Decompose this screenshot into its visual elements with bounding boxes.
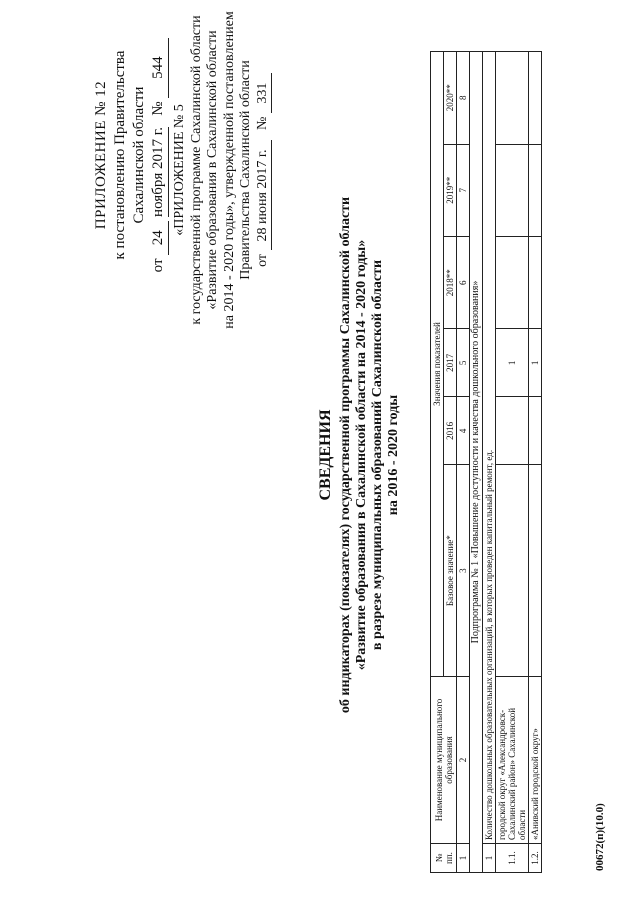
row-name: «Анивский городской округ»: [529, 677, 542, 844]
annex-prev-date: 28 июня 2017 г.: [255, 140, 273, 250]
annex-main-day: 24: [149, 221, 169, 255]
year-header: 2020**: [444, 52, 457, 145]
indicator-num: 1: [483, 844, 496, 873]
year-header: 2017: [444, 329, 457, 397]
annex-prev-line3: на 2014 - 2020 годы», утвержденной постановлением: [221, 11, 237, 329]
annex-prev-title: «ПРИЛОЖЕНИЕ № 5: [172, 104, 187, 236]
subprogram-row: Подпрограмма № 1 «Повышение доступности и качества дошкольного образования»: [470, 52, 483, 873]
annex-main-month: ноября 2017 г.: [149, 127, 169, 217]
annex-main-number: 544: [149, 38, 169, 98]
annex-prev-line2: «Развитие образования в Сахалинской области: [205, 30, 220, 310]
col-number: 2: [457, 677, 470, 844]
indicator-text: Количество дошкольных образовательных организаций, в которых проведен капитальный ремонт, ед.: [483, 52, 496, 844]
annex-main-line1: к постановлению Правительства: [112, 50, 128, 260]
row-name: городской округ «Александровск-Сахалинский район» Сахалинской области: [496, 677, 529, 844]
row-2018: [496, 237, 529, 329]
row-2020: [529, 52, 542, 145]
col-number: 7: [457, 144, 470, 236]
table-row: [529, 52, 542, 873]
row-2019: [496, 144, 529, 236]
col-number: 5: [457, 329, 470, 397]
year-header: 2019**: [444, 144, 457, 236]
document-code: 00672(п)(10.0): [594, 803, 606, 871]
annex-prev-line4: Правительства Сахалинской области: [238, 60, 253, 280]
heading-line3: в разрезе муниципальных образований Сахалинской области: [370, 259, 385, 651]
table-row: [496, 52, 529, 873]
heading-line2: «Развитие образования в Сахалинской области на 2014 - 2020 годы»: [354, 239, 369, 671]
annex-prev-number: 331: [255, 73, 273, 113]
row-2016: [529, 397, 542, 465]
row-base: [496, 465, 529, 677]
heading-line4: на 2016 - 2020 годы: [386, 394, 401, 516]
annex-main-date-line: от 24 ноября 2017 г. № 544: [149, 0, 169, 315]
annex-main-title: ПРИЛОЖЕНИЕ № 12: [93, 80, 109, 230]
year-header: Базовое значение*: [444, 465, 457, 677]
year-header: 2016: [444, 397, 457, 465]
col-num-header: № пп.: [431, 844, 457, 873]
row-2016: [496, 397, 529, 465]
values-header: Значения показателей: [431, 52, 444, 677]
col-number: 1: [457, 844, 470, 873]
row-2020: [496, 52, 529, 145]
col-number: 8: [457, 52, 470, 145]
row-base: [529, 465, 542, 677]
row-2017: 1: [529, 329, 542, 397]
col-name-header: Наименование муниципального образования: [431, 677, 457, 844]
year-header: 2018**: [444, 237, 457, 329]
indicator-table: [430, 51, 542, 873]
row-num: 1.1.: [496, 844, 529, 873]
document-heading: [318, 155, 402, 755]
col-number: 4: [457, 397, 470, 465]
row-2018: [529, 237, 542, 329]
annex-main: [92, 0, 169, 315]
col-number: 6: [457, 237, 470, 329]
row-2019: [529, 144, 542, 236]
col-number: 3: [457, 465, 470, 677]
annex-main-line2: Сахалинской области: [131, 86, 147, 224]
row-2017: 1: [496, 329, 529, 397]
annex-previous: [172, 0, 272, 350]
annex-prev-line1: к государственной программе Сахалинской области: [188, 15, 204, 325]
annex-prev-date-line: от 28 июня 2017 г. № 331: [255, 0, 273, 350]
heading-line1: об индикаторах (показателях) государственной программы Сахалинской области: [338, 196, 353, 714]
row-num: 1.2.: [529, 844, 542, 873]
heading-main: СВЕДЕНИЯ: [317, 409, 334, 501]
